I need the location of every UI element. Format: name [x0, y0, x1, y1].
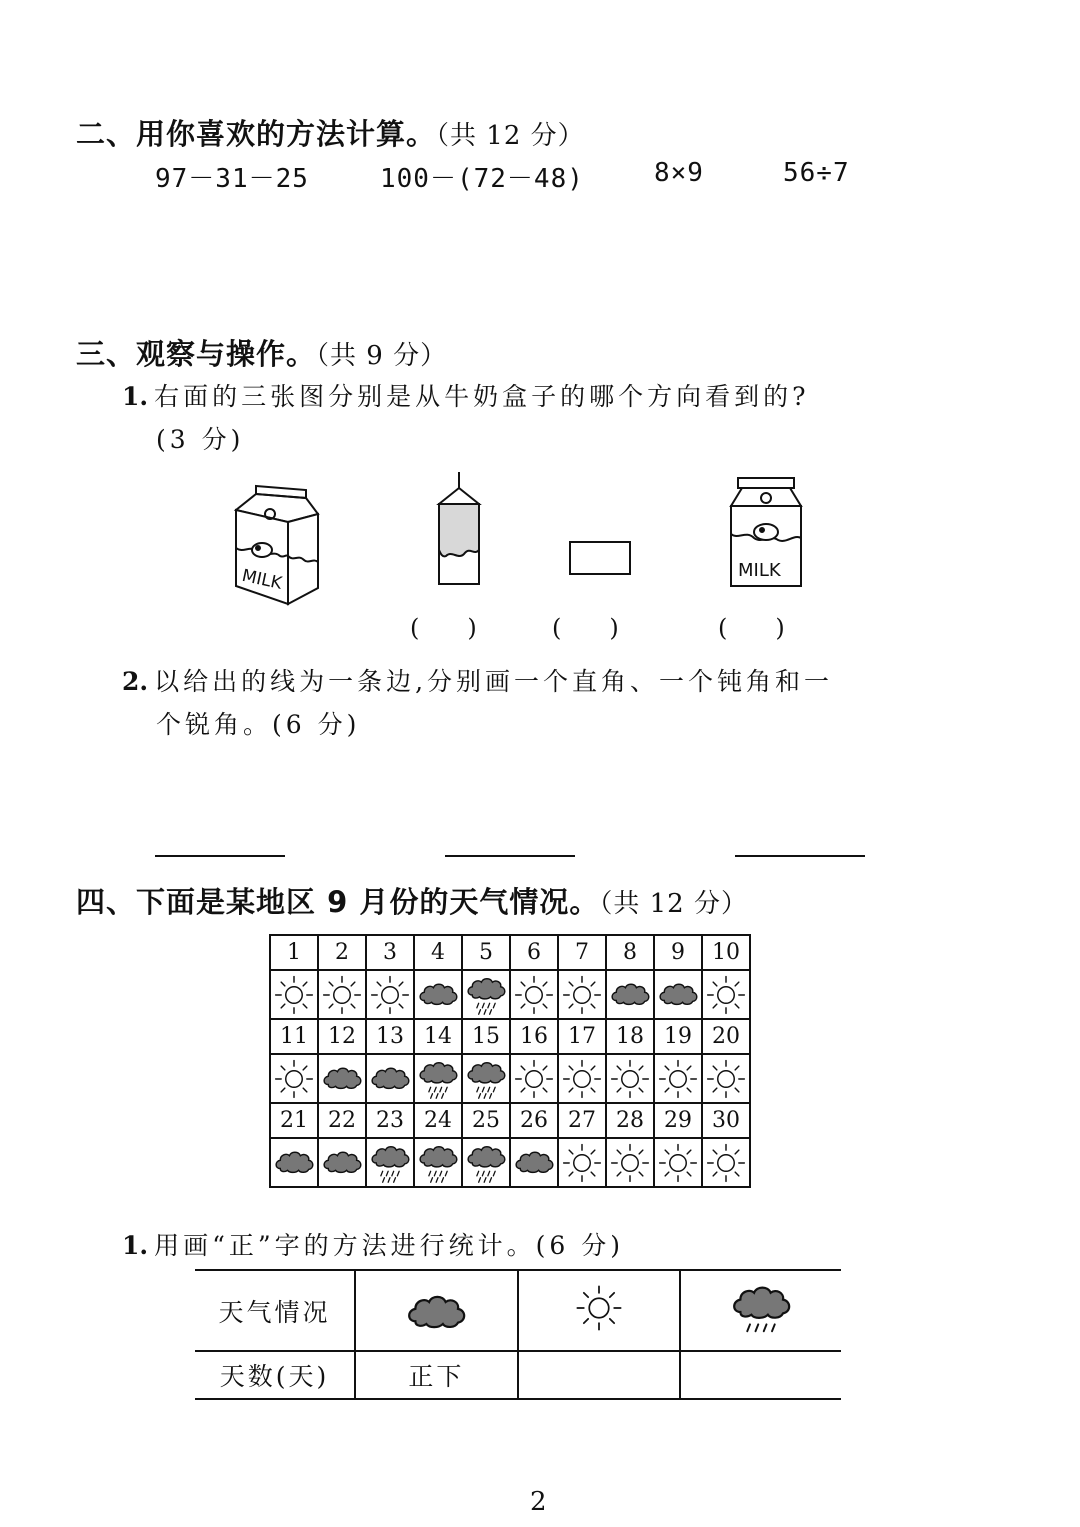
calendar-day-number: 9	[654, 935, 702, 970]
rainy-icon	[416, 1141, 460, 1185]
q1-text: 右面的三张图分别是从牛奶盒子的哪个方向看到的?	[154, 382, 810, 411]
calendar-weather-cell	[366, 970, 414, 1019]
rainy-icon	[464, 1141, 508, 1185]
given-line-1	[155, 855, 285, 857]
section-2-heading	[76, 112, 585, 153]
calendar-day-number: 22	[318, 1103, 366, 1138]
calendar-weather-row	[270, 1138, 750, 1187]
cloudy-icon	[403, 1286, 469, 1330]
calendar-weather-cell	[510, 970, 558, 1019]
calendar-day-number: 13	[366, 1019, 414, 1054]
section-4-title: 四、下面是某地区 9 月份的天气情况。	[76, 885, 600, 919]
rainy-count-cell[interactable]	[680, 1351, 841, 1399]
milk-carton-front-view	[728, 474, 804, 590]
answer-blank-1[interactable]: ( )	[410, 614, 477, 642]
calendar-weather-cell	[558, 1054, 606, 1103]
calendar-weather-cell	[510, 1138, 558, 1187]
cloudy-icon	[320, 1057, 364, 1101]
rainy-icon	[464, 1057, 508, 1101]
s4q1-text: 用画“正”字的方法进行统计。(6 分)	[154, 1231, 625, 1260]
calendar-day-number: 14	[414, 1019, 462, 1054]
calendar-weather-cell	[654, 1138, 702, 1187]
sunny-icon	[368, 973, 412, 1017]
calendar-weather-cell	[366, 1054, 414, 1103]
sunny-icon	[560, 973, 604, 1017]
calendar-weather-cell	[510, 1054, 558, 1103]
calendar-weather-cell	[606, 1138, 654, 1187]
calendar-day-number: 5	[462, 935, 510, 970]
sunny-icon	[704, 1141, 748, 1185]
cloudy-icon	[272, 1141, 316, 1185]
weather-calendar	[269, 934, 751, 1188]
calendar-weather-cell	[414, 970, 462, 1019]
calendar-weather-cell	[270, 1138, 318, 1187]
sunny-icon	[704, 973, 748, 1017]
calendar-weather-cell	[654, 1054, 702, 1103]
calendar-weather-cell	[462, 1138, 510, 1187]
calendar-day-number: 25	[462, 1103, 510, 1138]
calendar-weather-cell	[318, 1138, 366, 1187]
cloudy-icon	[368, 1057, 412, 1101]
calendar-weather-cell	[702, 970, 750, 1019]
sunny-icon	[560, 1141, 604, 1185]
q1-points: (3 分)	[156, 425, 245, 454]
calendar-day-number: 10	[702, 935, 750, 970]
sunny-icon	[272, 1057, 316, 1101]
weather-statistics-table	[195, 1269, 841, 1400]
section-2-title: 二、用你喜欢的方法计算。	[76, 117, 437, 151]
sunny-icon	[560, 1057, 604, 1101]
calendar-day-number: 30	[702, 1103, 750, 1138]
section-3-heading	[76, 332, 447, 373]
calendar-day-number: 2	[318, 935, 366, 970]
calendar-weather-cell	[558, 970, 606, 1019]
calendar-weather-cell	[606, 1054, 654, 1103]
cloudy-column-header	[355, 1270, 517, 1351]
calendar-weather-cell	[654, 970, 702, 1019]
sunny-icon	[656, 1141, 700, 1185]
calendar-weather-cell	[414, 1138, 462, 1187]
cloudy-icon	[512, 1141, 556, 1185]
page-number: 2	[530, 1487, 547, 1517]
q2-number: 2.	[122, 667, 149, 696]
expression-2: 100－(72－48)	[380, 164, 584, 194]
answer-blank-2[interactable]: ( )	[552, 614, 619, 642]
calendar-day-number: 11	[270, 1019, 318, 1054]
calendar-weather-cell	[318, 970, 366, 1019]
calendar-weather-cell	[702, 1054, 750, 1103]
calendar-day-number: 20	[702, 1019, 750, 1054]
calendar-day-number: 24	[414, 1103, 462, 1138]
calendar-weather-cell	[366, 1138, 414, 1187]
rainy-icon	[728, 1283, 794, 1333]
calendar-day-number: 19	[654, 1019, 702, 1054]
calendar-day-number: 27	[558, 1103, 606, 1138]
section-4-question-1	[122, 1226, 624, 1262]
section-4-heading	[76, 880, 748, 921]
section-2-points: （共 12 分）	[436, 121, 585, 151]
calendar-weather-row	[270, 1054, 750, 1103]
expression-1: 97－31－25	[155, 164, 309, 194]
section-3-question-2	[122, 662, 833, 698]
sunny-count-cell[interactable]	[518, 1351, 680, 1399]
sunny-icon	[608, 1057, 652, 1101]
calendar-day-number: 15	[462, 1019, 510, 1054]
calendar-weather-cell	[318, 1054, 366, 1103]
given-line-3	[735, 855, 865, 857]
calendar-day-row	[270, 1103, 750, 1138]
sunny-icon	[272, 973, 316, 1017]
calendar-day-number: 29	[654, 1103, 702, 1138]
sunny-icon	[320, 973, 364, 1017]
calendar-day-number: 18	[606, 1019, 654, 1054]
calendar-day-number: 4	[414, 935, 462, 970]
cloudy-icon	[416, 973, 460, 1017]
milk-carton-top-view	[568, 540, 634, 576]
rainy-column-header	[680, 1270, 841, 1351]
rainy-icon	[368, 1141, 412, 1185]
expression-4: 56÷7	[783, 158, 850, 188]
calendar-day-number: 17	[558, 1019, 606, 1054]
section-3-points: （共 9 分）	[316, 341, 448, 371]
calendar-day-number: 3	[366, 935, 414, 970]
answer-blank-3[interactable]: ( )	[718, 614, 785, 642]
sunny-icon	[512, 973, 556, 1017]
cloudy-icon	[320, 1141, 364, 1185]
calendar-day-row	[270, 935, 750, 970]
calendar-day-number: 7	[558, 935, 606, 970]
section-4-points: （共 12 分）	[599, 889, 748, 919]
cloudy-icon	[656, 973, 700, 1017]
milk-carton-3d-image	[228, 478, 328, 608]
rainy-icon	[464, 973, 508, 1017]
calendar-weather-cell	[702, 1138, 750, 1187]
q1-number: 1.	[122, 382, 149, 411]
section-3-question-1	[122, 377, 810, 413]
cloudy-icon	[608, 973, 652, 1017]
milk-label-3d: MILK	[240, 565, 284, 594]
sunny-icon	[656, 1057, 700, 1101]
calendar-day-number: 26	[510, 1103, 558, 1138]
calendar-day-row	[270, 1019, 750, 1054]
days-header-cell: 天数(天)	[195, 1351, 355, 1399]
given-line-2	[445, 855, 575, 857]
calendar-day-number: 16	[510, 1019, 558, 1054]
cloudy-count-cell[interactable]: 正下	[355, 1351, 517, 1399]
s4q1-number: 1.	[122, 1231, 149, 1260]
calendar-day-number: 8	[606, 935, 654, 970]
calendar-day-number: 28	[606, 1103, 654, 1138]
sunny-icon	[512, 1057, 556, 1101]
calendar-weather-cell	[462, 970, 510, 1019]
weather-header-cell: 天气情况	[195, 1270, 355, 1351]
calendar-weather-cell	[606, 970, 654, 1019]
rainy-icon	[416, 1057, 460, 1101]
sunny-icon	[608, 1141, 652, 1185]
calendar-weather-cell	[270, 1054, 318, 1103]
calendar-day-number: 1	[270, 935, 318, 970]
calendar-day-number: 21	[270, 1103, 318, 1138]
calendar-weather-cell	[270, 970, 318, 1019]
calendar-weather-cell	[462, 1054, 510, 1103]
q2-text: 以给出的线为一条边,分别画一个直角、一个钝角和一	[154, 667, 834, 696]
expression-3: 8×9	[654, 158, 704, 188]
milk-label-front: MILK	[738, 560, 781, 581]
calendar-weather-row	[270, 970, 750, 1019]
section-3-title: 三、观察与操作。	[76, 337, 317, 371]
calendar-weather-cell	[558, 1138, 606, 1187]
calendar-day-number: 6	[510, 935, 558, 970]
calendar-day-number: 23	[366, 1103, 414, 1138]
calendar-day-number: 12	[318, 1019, 366, 1054]
q2-text-line-2: 个锐角。(6 分)	[156, 710, 361, 739]
sunny-icon	[573, 1282, 625, 1334]
calendar-weather-cell	[414, 1054, 462, 1103]
sunny-icon	[704, 1057, 748, 1101]
milk-carton-side-view	[436, 470, 482, 588]
sunny-column-header	[518, 1270, 680, 1351]
